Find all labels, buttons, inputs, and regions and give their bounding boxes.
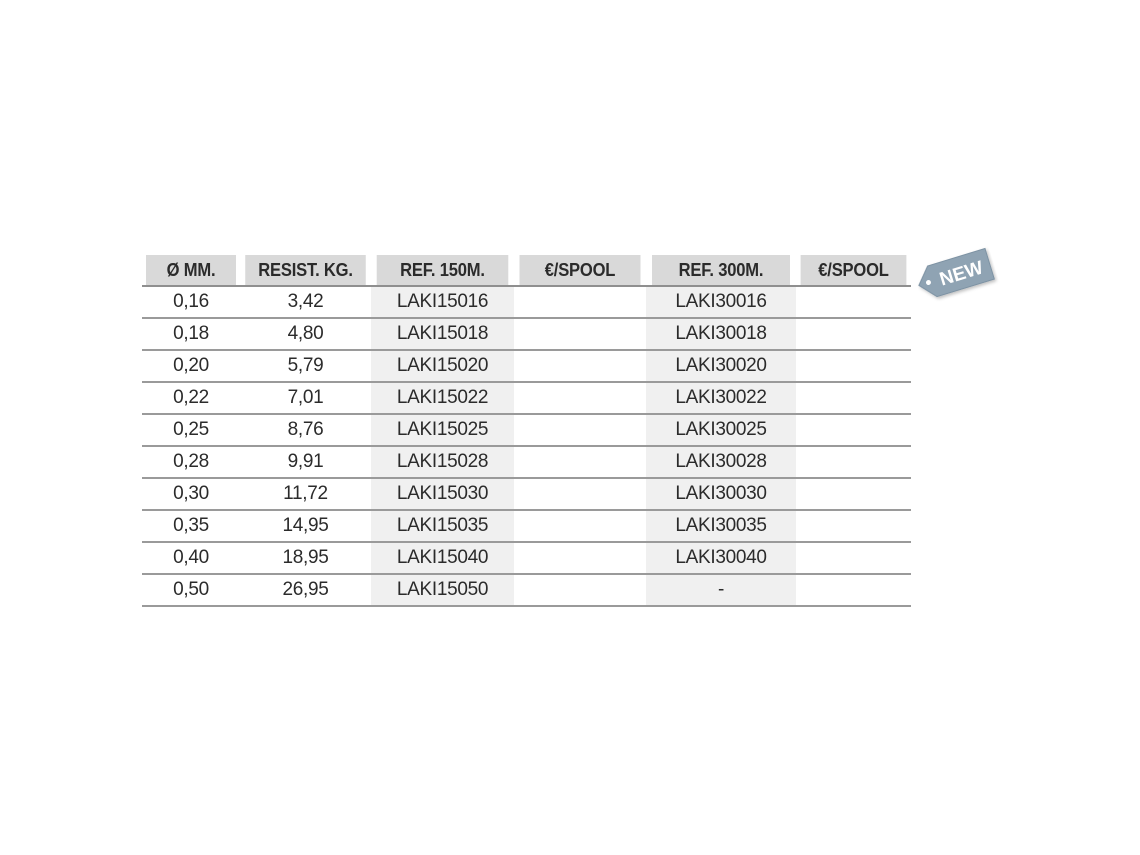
table-row: [142, 414, 911, 446]
new-badge-label: NEW: [937, 257, 986, 291]
cell-ref-150m: LAKI15028: [371, 446, 514, 478]
cell-ref-150m: LAKI15016: [371, 286, 514, 318]
cell-price-300m: [796, 318, 911, 350]
cell-diameter: 0,28: [142, 446, 240, 478]
cell-price-300m: [796, 414, 911, 446]
cell-ref-150m: LAKI15022: [371, 382, 514, 414]
cell-price-150m: [514, 574, 646, 606]
cell-price-150m: [514, 446, 646, 478]
cell-price-150m: [514, 350, 646, 382]
cell-ref-150m: LAKI15035: [371, 510, 514, 542]
cell-resistance: 18,95: [240, 542, 371, 574]
column-header-ref-150m: REF. 150M.: [377, 255, 509, 286]
cell-ref-300m: LAKI30030: [646, 478, 796, 510]
cell-ref-150m: LAKI15025: [371, 414, 514, 446]
cell-ref-300m: LAKI30016: [646, 286, 796, 318]
table-row: [142, 350, 911, 382]
cell-price-150m: [514, 510, 646, 542]
cell-ref-150m: LAKI15050: [371, 574, 514, 606]
cell-diameter: 0,25: [142, 414, 240, 446]
cell-ref-300m: LAKI30025: [646, 414, 796, 446]
table-row: [142, 542, 911, 574]
column-header-price-300m: €/SPOOL: [801, 255, 907, 286]
cell-resistance: 7,01: [240, 382, 371, 414]
price-tag-icon: [910, 240, 1001, 309]
cell-resistance: 9,91: [240, 446, 371, 478]
cell-price-150m: [514, 318, 646, 350]
cell-ref-300m: LAKI30035: [646, 510, 796, 542]
column-header-price-150m: €/SPOOL: [519, 255, 640, 286]
table-row: [142, 382, 911, 414]
new-badge: [910, 240, 1001, 309]
cell-resistance: 8,76: [240, 414, 371, 446]
cell-resistance: 14,95: [240, 510, 371, 542]
table-header-row: [142, 255, 911, 286]
cell-diameter: 0,16: [142, 286, 240, 318]
cell-resistance: 4,80: [240, 318, 371, 350]
cell-resistance: 11,72: [240, 478, 371, 510]
cell-price-150m: [514, 478, 646, 510]
table-row: [142, 510, 911, 542]
cell-ref-300m: LAKI30022: [646, 382, 796, 414]
cell-price-150m: [514, 382, 646, 414]
cell-ref-300m: LAKI30028: [646, 446, 796, 478]
product-spec-table: [142, 255, 911, 607]
cell-price-300m: [796, 350, 911, 382]
cell-price-300m: [796, 574, 911, 606]
cell-diameter: 0,20: [142, 350, 240, 382]
table-row: [142, 286, 911, 318]
cell-ref-300m: LAKI30040: [646, 542, 796, 574]
cell-price-300m: [796, 446, 911, 478]
cell-diameter: 0,40: [142, 542, 240, 574]
table-body: [142, 286, 911, 606]
cell-price-300m: [796, 286, 911, 318]
table-row: [142, 446, 911, 478]
cell-price-300m: [796, 542, 911, 574]
cell-resistance: 26,95: [240, 574, 371, 606]
cell-price-300m: [796, 478, 911, 510]
cell-ref-150m: LAKI15030: [371, 478, 514, 510]
cell-ref-300m: LAKI30020: [646, 350, 796, 382]
cell-ref-300m: LAKI30018: [646, 318, 796, 350]
cell-price-300m: [796, 382, 911, 414]
cell-diameter: 0,35: [142, 510, 240, 542]
cell-price-150m: [514, 286, 646, 318]
cell-price-300m: [796, 510, 911, 542]
cell-ref-300m: -: [646, 574, 796, 606]
cell-ref-150m: LAKI15040: [371, 542, 514, 574]
table-row: [142, 478, 911, 510]
cell-ref-150m: LAKI15018: [371, 318, 514, 350]
column-header-resistance: RESIST. KG.: [245, 255, 366, 286]
column-header-diameter: Ø MM.: [146, 255, 236, 286]
cell-ref-150m: LAKI15020: [371, 350, 514, 382]
column-header-ref-300m: REF. 300M.: [652, 255, 790, 286]
cell-diameter: 0,22: [142, 382, 240, 414]
cell-price-150m: [514, 414, 646, 446]
table-row: [142, 318, 911, 350]
cell-resistance: 5,79: [240, 350, 371, 382]
cell-price-150m: [514, 542, 646, 574]
cell-diameter: 0,30: [142, 478, 240, 510]
table-row: [142, 574, 911, 606]
cell-diameter: 0,50: [142, 574, 240, 606]
cell-resistance: 3,42: [240, 286, 371, 318]
cell-diameter: 0,18: [142, 318, 240, 350]
